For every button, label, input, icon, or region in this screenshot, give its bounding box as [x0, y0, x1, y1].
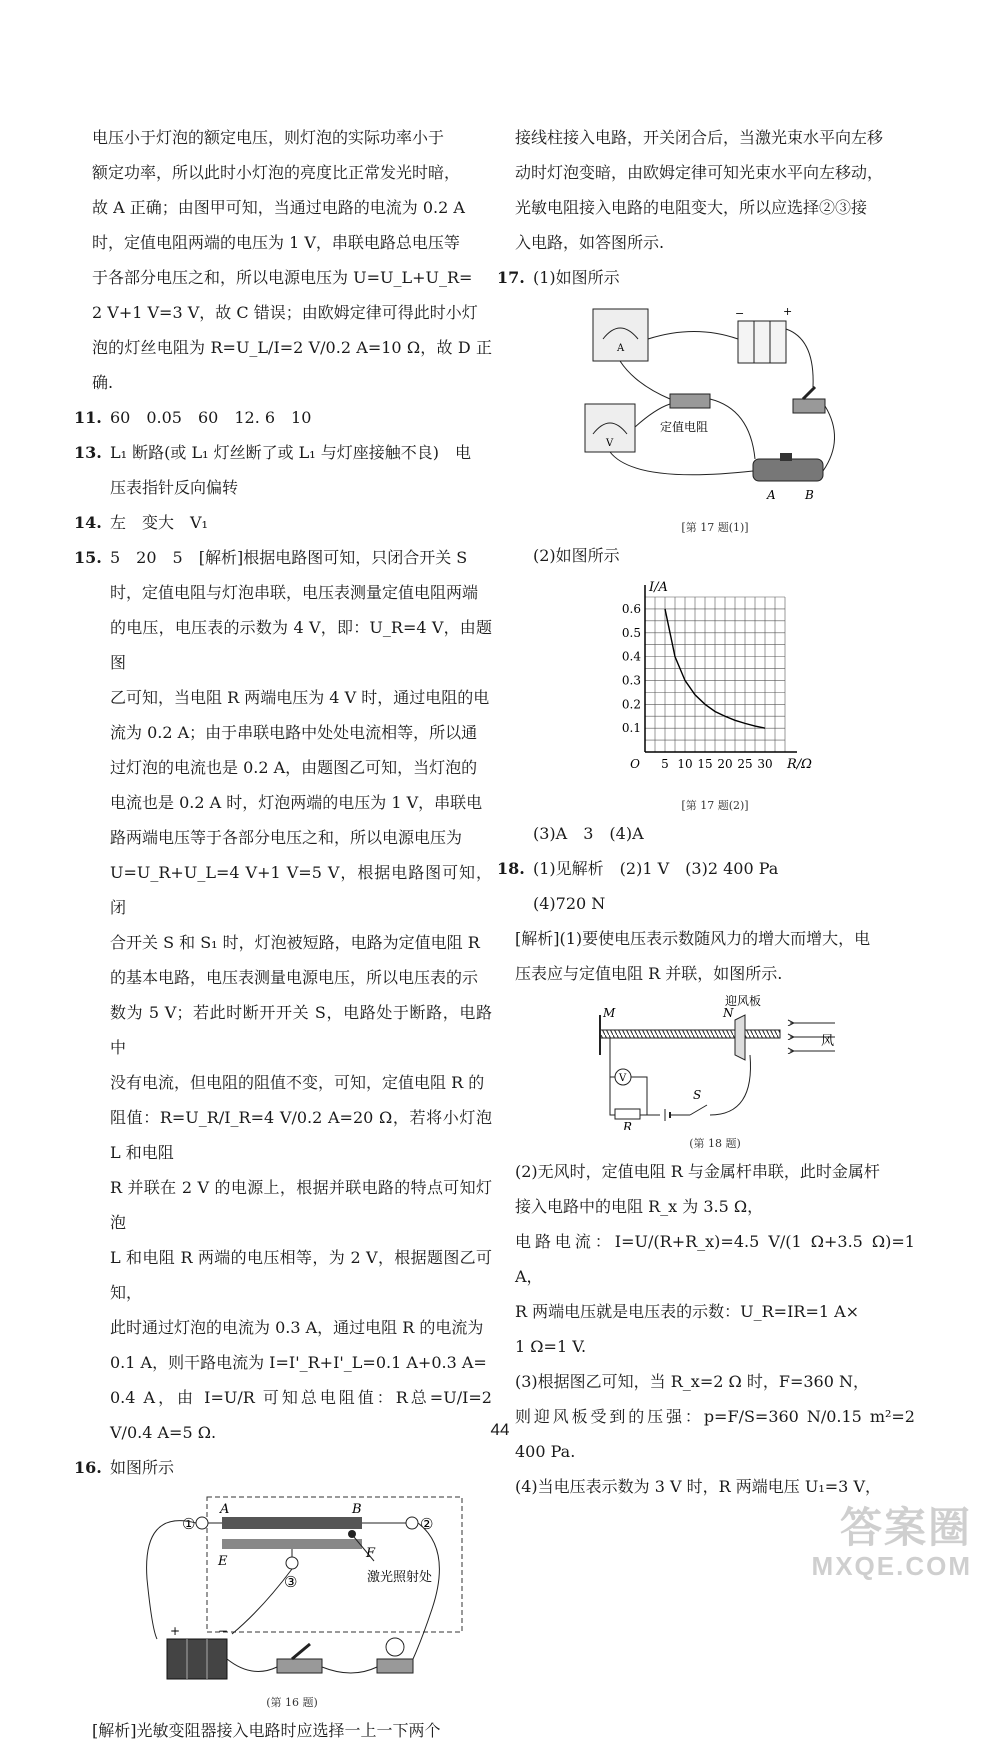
q15-line: L 和电阻 R 两端的电压相等，为 2 V，根据题图乙可知，: [110, 1248, 492, 1302]
q18-analysis2: 压表应与定值电阻 R 并联，如图所示.: [515, 964, 783, 983]
q13-number: 13.: [74, 443, 102, 462]
fixed-resistor: [670, 394, 710, 408]
q18-line: R 两端电压就是电压表的示数：U_R=IR=1 A×: [515, 1302, 860, 1321]
battery-minus-label: −: [735, 307, 745, 320]
q17-part1: (1)如图所示: [533, 268, 620, 287]
page-number: 44: [490, 1420, 510, 1439]
q18-wind-figure: [585, 995, 845, 1130]
q16-text: 如图所示: [110, 1458, 175, 1477]
q18-line: (3)根据图乙可知，当 R_x=2 Ω 时，F=360 N，: [515, 1372, 869, 1391]
y-tick-label: 0.3: [621, 673, 641, 688]
q15-line: 路两端电压等于各部分电压之和，所以电源电压为: [110, 828, 463, 847]
label-1: ①: [182, 1515, 196, 1533]
q15-line: R 并联在 2 V 的电源上，根据并联电路的特点可知灯泡: [110, 1178, 492, 1232]
ammeter-label: A: [617, 343, 625, 354]
q18-caption: (第 18 题): [689, 1137, 741, 1150]
wind-board: [735, 1015, 745, 1060]
rheostat-B: B: [805, 488, 814, 502]
x-tick-label: 15: [697, 757, 713, 771]
label-V: V: [619, 1073, 627, 1084]
text-line: 动时灯泡变暗，由欧姆定律可知光束水平向左移动，: [515, 163, 884, 182]
bulb-base: [377, 1659, 413, 1673]
x-axis-label: R/Ω: [787, 757, 812, 772]
text-line: 2 V+1 V=3 V，故 C 错误；由欧姆定律可得此时小灯: [92, 303, 478, 322]
q18-line: 电路电流：I=U/(R+R_x)=4.5 V/(1 Ω+3.5 Ω)=1 A，: [515, 1232, 915, 1286]
spring-rod: [600, 1030, 780, 1038]
q18-number: 18.: [497, 859, 525, 878]
q17-number: 17.: [497, 268, 525, 287]
q15-line: 没有电流，但电阻的阻值不变，可知，定值电阻 R 的: [110, 1073, 485, 1092]
battery-minus: −: [218, 1624, 229, 1638]
text-line: 泡的灯丝电阻为 R=U_L/I=2 V/0.2 A=10 Ω，故 D 正确.: [92, 338, 492, 392]
q15-line: 合开关 S 和 S₁ 时，灯泡被短路，电路为定值电阻 R: [110, 933, 480, 952]
text-line: 于各部分电压之和，所以电源电压为 U=U_L+U_R=: [92, 268, 473, 287]
q11: [74, 400, 492, 435]
label-M: M: [603, 1006, 616, 1020]
q17-graph: [605, 577, 825, 792]
text-line: 故 A 正确；由图甲可知，当通过电路的电流为 0.2 A: [92, 198, 465, 217]
q17-caption2: [第 17 题(2)]: [681, 799, 749, 812]
y-tick-label: 0.2: [621, 697, 641, 712]
q16: [74, 1450, 492, 1485]
q15-line: 0.4 A，由 I=U/R 可知总电阻值：R总=U/I=2 V/0.4 A=5 Ω.: [110, 1388, 492, 1442]
label-laser: 激光照射处: [367, 1570, 433, 1585]
q18-line: 则迎风板受到的压强：p=F/S=360 N/0.15 m²=2 400 Pa.: [515, 1407, 915, 1461]
q18-line: (2)无风时，定值电阻 R 与金属杆串联，此时金属杆: [515, 1162, 880, 1181]
q15-line: 流为 0.2 A；由于串联电路中处处电流相等，所以通: [110, 723, 478, 742]
x-tick-label: 30: [757, 757, 773, 771]
q18-ans1: (1)见解析 (2)1 V (3)2 400 Pa: [533, 859, 779, 878]
text-line: 光敏电阻接入电路的电阻变大，所以应选择②③接: [515, 198, 868, 217]
x-tick-label: 10: [677, 757, 693, 771]
q18-line: 接入电路中的电阻 R_x 为 3.5 Ω，: [515, 1197, 764, 1216]
wire-2: [413, 1523, 439, 1659]
q16-caption: (第 16 题): [266, 1696, 318, 1709]
q13-answer-line2: 压表指针反向偏转: [110, 478, 239, 497]
battery-plus-label: +: [783, 305, 793, 318]
switch-17: [793, 399, 825, 413]
battery-pack: [738, 321, 786, 363]
q15-line: 5 20 5 [解析]根据电路图可知，只闭合开关 S: [110, 548, 468, 567]
origin-label: O: [630, 757, 640, 771]
y-tick-label: 0.4: [621, 649, 641, 664]
label-3: ③: [284, 1573, 298, 1591]
q17-caption1: [第 17 题(1)]: [681, 521, 749, 534]
text-line: 接线柱接入电路，开关闭合后，当激光束水平向左移: [515, 128, 884, 147]
label-board: 迎风板: [725, 995, 762, 1008]
label-A: A: [220, 1502, 230, 1517]
q15-line: 的基本电路，电压表测量电源电压，所以电压表的示: [110, 968, 479, 987]
watermark: [812, 1505, 972, 1582]
x-tick-label: 20: [717, 757, 733, 771]
wire-3: [232, 1569, 292, 1634]
terminal-3: [286, 1557, 298, 1569]
q15-line: 乙可知，当电阻 R 两端电压为 4 V 时，通过电阻的电: [110, 688, 490, 707]
q15-line: 此时通过灯泡的电流为 0.3 A，通过电阻 R 的电流为: [110, 1318, 484, 1337]
q17-part3: (3)A 3 (4)A: [533, 824, 644, 843]
q18-analysis1: [解析](1)要使电压表示数随风力的增大而增大，电: [515, 929, 871, 948]
battery-plus: +: [170, 1624, 181, 1638]
label-R: R: [623, 1120, 633, 1130]
q11-answer: 60 0.05 60 12. 6 10: [110, 408, 312, 427]
q18-line: 1 Ω=1 V.: [515, 1337, 587, 1356]
resistor-bar-ab: [222, 1517, 362, 1529]
q10-continuation: [92, 120, 492, 400]
watermark-url: MXQE.COM: [811, 1551, 972, 1581]
label-S: S: [693, 1088, 702, 1102]
y-tick-label: 0.5: [621, 625, 641, 640]
q14: [74, 505, 492, 540]
q15-line: 时，定值电阻与灯泡串联，电压表测量定值电阻两端: [110, 583, 479, 602]
x-tick-label: 5: [661, 757, 669, 771]
rheostat-A: A: [767, 488, 776, 502]
metal-bar-ef: [222, 1539, 362, 1549]
q15-line: 阻值：R=U_R/I_R=4 V/0.2 A=20 Ω，若将小灯泡 L 和电阻: [110, 1108, 492, 1162]
q15: [74, 540, 492, 1450]
terminal-1: [196, 1517, 208, 1529]
y-tick-label: 0.6: [621, 601, 641, 616]
y-tick-label: 0.1: [621, 721, 641, 736]
q13: [74, 435, 492, 505]
label-B: B: [352, 1502, 362, 1517]
q18-line: (4)当电压表示数为 3 V 时，R 两端电压 U₁=3 V，: [515, 1477, 882, 1496]
fixed-resistor-label: 定值电阻: [660, 420, 709, 434]
q18: [497, 851, 915, 921]
label-N: N: [723, 1006, 734, 1020]
label-2: ②: [420, 1515, 434, 1533]
text-line: 额定功率，所以此时小灯泡的亮度比正常发光时暗，: [92, 163, 461, 182]
q15-number: 15.: [74, 548, 102, 567]
switch: [277, 1659, 322, 1673]
q13-answer-line1: L₁ 断路(或 L₁ 灯丝断了或 L₁ 与灯座接触不良) 电: [110, 443, 472, 462]
q16-analysis: [解析]光敏变阻器接入电路时应选择一上一下两个: [92, 1721, 441, 1740]
x-tick-label: 25: [737, 757, 753, 771]
q14-answer: 左 变大 V₁: [110, 513, 208, 532]
q15-line: 的电压，电压表的示数为 4 V，即：U_R=4 V，由题图: [110, 618, 492, 672]
text-line: 电压小于灯泡的额定电压，则灯泡的实际功率小于: [92, 128, 445, 147]
y-axis-label: I/A: [649, 580, 668, 595]
rheostat: [753, 459, 823, 481]
q17-part2: (2)如图所示: [533, 546, 620, 565]
q15-analysis: [110, 540, 492, 1450]
wire-1: [147, 1521, 196, 1639]
q16-number: 16.: [74, 1458, 102, 1477]
q15-line: 过灯泡的电流也是 0.2 A，由题图乙可知，当灯泡的: [110, 758, 478, 777]
bulb: [386, 1638, 404, 1656]
q15-line: 电流也是 0.2 A 时，灯泡两端的电压为 1 V，串联电: [110, 793, 483, 812]
battery: [167, 1639, 227, 1679]
laser-spot: [348, 1530, 356, 1538]
q15-line: 数为 5 V；若此时断开开关 S，电路处于断路，电路中: [110, 1003, 492, 1057]
label-E: E: [218, 1554, 228, 1569]
q18-ans2: (4)720 N: [533, 894, 606, 913]
q11-number: 11.: [74, 408, 102, 427]
text-line: 入电路，如答图所示.: [515, 233, 665, 252]
text-line: 时，定值电阻两端的电压为 1 V，串联电路总电压等: [92, 233, 460, 252]
q15-line: 0.1 A，则干路电流为 I=I'_R+I'_L=0.1 A+0.3 A=: [110, 1353, 487, 1372]
voltmeter-label: V: [606, 438, 614, 449]
label-wind: 风: [821, 1034, 835, 1049]
q17-circuit-figure: [575, 299, 855, 514]
left-column: [74, 120, 492, 1748]
q18-solution: [515, 1154, 915, 1504]
q14-number: 14.: [74, 513, 102, 532]
q16-circuit-figure: [112, 1489, 472, 1689]
q16-continuation: [515, 120, 915, 260]
label-F: F: [366, 1546, 376, 1561]
q15-line: U=U_R+U_L=4 V+1 V=5 V，根据电路图可知，闭: [110, 863, 492, 917]
q17: [497, 260, 915, 295]
resistor-R: [615, 1109, 640, 1119]
terminal-2: [406, 1517, 418, 1529]
watermark-logo: 答案圈: [839, 1504, 972, 1551]
switch-S: [690, 1105, 707, 1115]
